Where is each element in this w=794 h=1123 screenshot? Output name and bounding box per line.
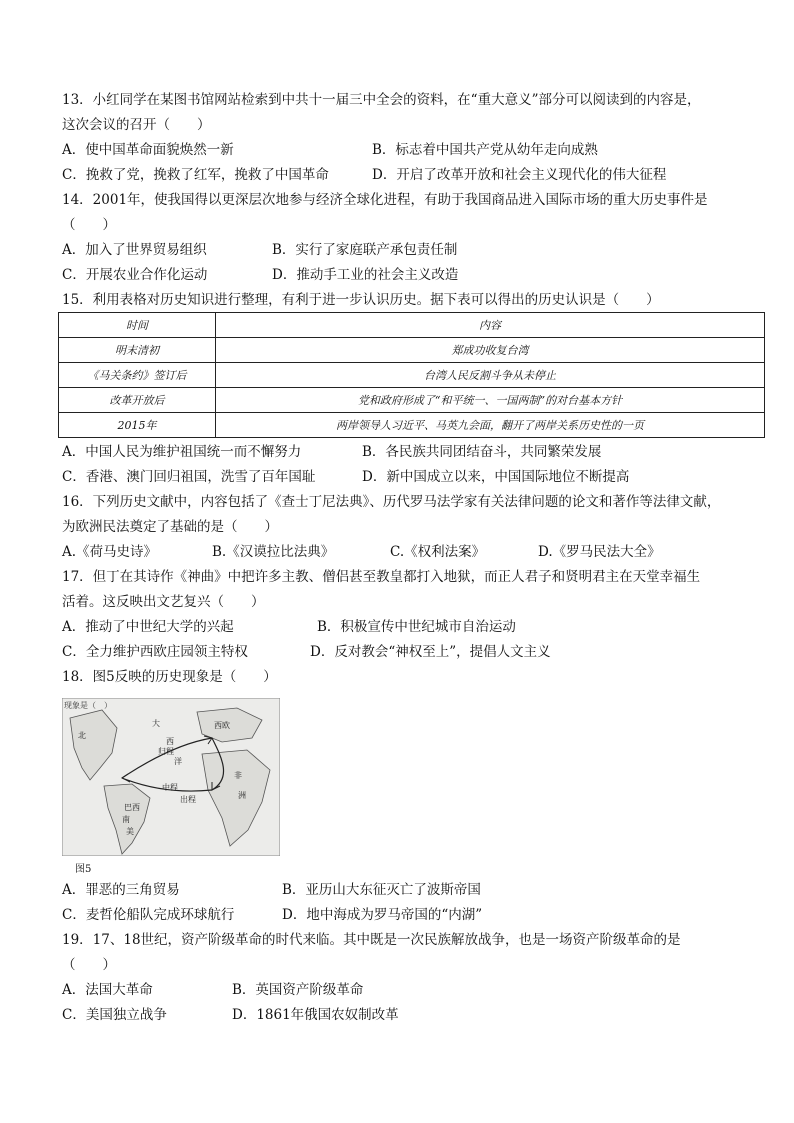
table-cell-time: 改革开放后	[59, 388, 216, 413]
q19-option-c[interactable]: C．美国独立战争	[62, 1007, 167, 1023]
q14-stem-line1: 14．2001年，使我国得以更深层次地参与经济全球化进程，有助于我国商品进入国际市场的重大历史事件是	[62, 192, 708, 208]
table-cell-content: 两岸领导人习近平、马英九会面，翻开了两岸关系历史性的一页	[216, 413, 765, 438]
table-row	[59, 388, 765, 413]
q15-option-d[interactable]: D．新中国成立以来，中国国际地位不断提高	[362, 469, 630, 485]
map-label: 美	[126, 827, 134, 836]
q17-stem-line2: 活着。这反映出文艺复兴（ ）	[62, 594, 265, 610]
table-header-row	[59, 313, 765, 338]
map-label: 巴西	[124, 803, 140, 812]
q13-option-c[interactable]: C．挽救了党，挽救了红军，挽救了中国革命	[62, 167, 329, 183]
q14-option-d[interactable]: D．推动手工业的社会主义改造	[272, 267, 459, 283]
table-cell-time: 《马关条约》签订后	[59, 363, 216, 388]
q19-stem-line2: （ ）	[62, 957, 116, 973]
table-header-content: 内容	[216, 313, 765, 338]
table-cell-content: 台湾人民反割斗争从未停止	[216, 363, 765, 388]
table-header-time: 时间	[59, 313, 216, 338]
map-label: 出程	[180, 795, 196, 804]
q15-option-c[interactable]: C．香港、澳门回归祖国，洗雪了百年国耻	[62, 469, 316, 485]
table-row	[59, 413, 765, 438]
q14-option-c[interactable]: C．开展农业合作化运动	[62, 267, 208, 283]
q14-option-a[interactable]: A．加入了世界贸易组织	[62, 242, 207, 258]
table-cell-content: 郑成功收复台湾	[216, 338, 765, 363]
table-row	[59, 363, 765, 388]
q15-option-a[interactable]: A．中国人民为维护祖国统一而不懈努力	[62, 444, 302, 460]
triangle-trade-map-svg	[62, 698, 280, 856]
q15-stem-line1: 15．利用表格对历史知识进行整理，有利于进一步认识历史。据下表可以得出的历史认识是（ ）	[62, 292, 660, 308]
q18-option-b[interactable]: B．亚历山大东征灭亡了波斯帝国	[282, 882, 481, 898]
q17-option-a[interactable]: A．推动了中世纪大学的兴起	[62, 619, 234, 635]
q18-option-c[interactable]: C．麦哲伦船队完成环球航行	[62, 907, 235, 923]
q13-option-b[interactable]: B．标志着中国共产党从幼年走向成熟	[372, 142, 598, 158]
q17-option-b[interactable]: B．积极宣传中世纪城市自治运动	[317, 619, 516, 635]
map-label: 南	[122, 815, 130, 824]
map-label: 非	[234, 771, 242, 780]
table-cell-content: 党和政府形成了“和平统一、一国两制”的对台基本方针	[216, 388, 765, 413]
map-label: 归程	[158, 747, 174, 756]
q16-stem-line2: 为欧洲民法奠定了基础的是（ ）	[62, 519, 278, 535]
q16-option-d[interactable]: D.《罗马民法大全》	[538, 544, 661, 560]
q19-stem-line1: 19．17、18世纪，资产阶级革命的时代来临。其中既是一次民族解放战争，也是一场资产阶级革命的是	[62, 932, 681, 948]
q19-option-d[interactable]: D．1861年俄国农奴制改革	[232, 1007, 399, 1023]
table-cell-time: 明末清初	[59, 338, 216, 363]
q13-option-d[interactable]: D．开启了改革开放和社会主义现代化的伟大征程	[372, 167, 667, 183]
q13-stem-line1: 13．小红同学在某图书馆网站检索到中共十一届三中全会的资料，在“重大意义”部分可以阅读到的内容是，	[62, 92, 701, 108]
q18-option-d[interactable]: D．地中海成为罗马帝国的“内湖”	[282, 907, 483, 923]
map-label: 洲	[238, 791, 246, 800]
q16-option-a[interactable]: A.《荷马史诗》	[62, 544, 158, 560]
q14-option-b[interactable]: B．实行了家庭联产承包责任制	[272, 242, 458, 258]
q15-option-b[interactable]: B．各民族共同团结奋斗，共同繁荣发展	[362, 444, 602, 460]
map-label: 北	[78, 731, 86, 740]
q19-option-b[interactable]: B．英国资产阶级革命	[232, 982, 364, 998]
figure-5-caption: 图5	[75, 864, 92, 875]
q18-option-a[interactable]: A．罪恶的三角贸易	[62, 882, 180, 898]
q13-stem-line2: 这次会议的召开（ ）	[62, 117, 211, 133]
map-label: 西欧	[214, 721, 230, 730]
map-scan-text: 现象是（ ）	[64, 701, 112, 710]
q14-stem-line2: （ ）	[62, 217, 116, 233]
q17-option-d[interactable]: D．反对教会“神权至上”，提倡人文主义	[310, 644, 551, 660]
map-label: 洋	[174, 757, 182, 766]
table-row	[59, 338, 765, 363]
table-cell-time: 2015年	[59, 413, 216, 438]
q13-option-a[interactable]: A．使中国革命面貌焕然一新	[62, 142, 234, 158]
figure-5-map	[62, 698, 280, 856]
map-label: 中程	[162, 783, 178, 792]
q16-stem-line1: 16．下列历史文献中，内容包括了《查士丁尼法典》、历代罗马法学家有关法律问题的论文和著作等法律文献，	[62, 494, 721, 510]
q18-stem-line1: 18．图5反映的历史现象是（ ）	[62, 669, 277, 685]
q16-option-c[interactable]: C.《权利法案》	[390, 544, 486, 560]
q17-option-c[interactable]: C．全力维护西欧庄园领主特权	[62, 644, 248, 660]
map-label: 西	[166, 737, 174, 746]
map-label: 大	[152, 719, 160, 728]
q19-option-a[interactable]: A．法国大革命	[62, 982, 153, 998]
q16-option-b[interactable]: B.《汉谟拉比法典》	[212, 544, 335, 560]
q15-history-table	[58, 312, 765, 438]
q17-stem-line1: 17．但丁在其诗作《神曲》中把许多主教、僧侣甚至教皇都打入地狱，而正人君子和贤明君主在天堂幸福生	[62, 569, 701, 585]
